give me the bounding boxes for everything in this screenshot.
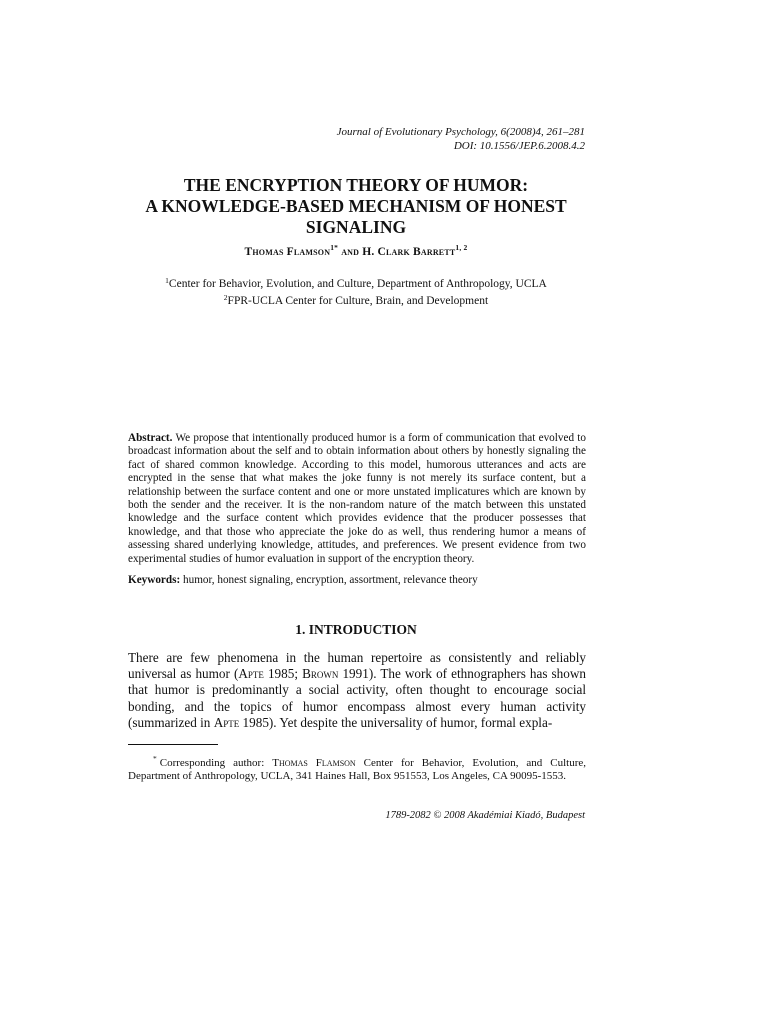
title-line-2: A KNOWLEDGE-BASED MECHANISM OF HONEST bbox=[145, 196, 567, 216]
intro-text: 1985). Yet despite the universality of humor, formal expla- bbox=[239, 714, 553, 730]
affiliation-text: FPR-UCLA Center for Culture, Brain, and Development bbox=[227, 295, 489, 307]
abstract-text: We propose that intentionally produced humor is a form of communication that evolved to broadcast information about the self and to obtain information about others by honestly signaling the fact of shared common knowledge. According to this model, humorous utterances and acts are encrypted in the sense that what makes the joke funny is not merely its surface content, but a relationship between the surface content and one or more unstated implicatures which are known by both the sender and the receiver. It is the non-random nature of the match between this unstated knowledge and the surface content which provides evidence that the producer possesses that knowledge, and that those who appreciate the joke do as well, thus rendering humor a means of assessing shared underlying knowledge, attitudes, and preferences. We present evidence from two experimental studies of humor evaluation in support of the encryption theory. bbox=[128, 432, 586, 565]
affiliation-line bbox=[128, 274, 584, 291]
citation-author: Brown bbox=[302, 666, 339, 682]
title-line-1: THE ENCRYPTION THEORY OF HUMOR: bbox=[183, 175, 529, 195]
author-conjunction: and bbox=[341, 246, 360, 258]
journal-citation: Journal of Evolutionary Psychology, 6(2008)4, 261–281 bbox=[336, 126, 585, 138]
affiliation-line bbox=[128, 291, 584, 308]
keywords bbox=[128, 573, 586, 587]
intro-text: 1985; bbox=[263, 666, 303, 682]
journal-header bbox=[337, 125, 585, 153]
affiliations bbox=[128, 274, 584, 308]
intro-paragraph bbox=[128, 650, 586, 731]
title-line-3: SIGNALING bbox=[305, 217, 407, 237]
journal-doi: DOI: 10.1556/JEP.6.2008.4.2 bbox=[453, 140, 585, 152]
author-name: Thomas Flamson bbox=[244, 246, 331, 258]
affiliation-superscript: 1 bbox=[165, 276, 169, 285]
footnote-author-name: Thomas Flamson bbox=[272, 757, 356, 769]
footnote-text: Center for Behavior, Evolution, and Culture, Department of Anthropology, UCLA, 341 Haines Hall, Box 951553, Los Angeles, CA 90095-1553. bbox=[128, 757, 587, 783]
footnote-lead: Corresponding author: bbox=[159, 757, 273, 769]
page-footer: 1789-2082 © 2008 Akadémiai Kiadó, Budapest bbox=[385, 810, 585, 821]
footnote-mark: * bbox=[153, 754, 157, 763]
author-superscript: 1* bbox=[330, 243, 339, 252]
intro-text: There are few phenomena in the human repertoire as consistently and reliably universal as humor ( bbox=[128, 650, 586, 682]
footnote bbox=[128, 752, 586, 784]
abstract bbox=[128, 432, 586, 566]
footnote-divider bbox=[128, 744, 218, 745]
citation-author: Apte bbox=[213, 714, 240, 730]
section-heading: 1. INTRODUCTION bbox=[295, 622, 417, 637]
abstract-label: Abstract. bbox=[128, 432, 173, 444]
keywords-text: humor, honest signaling, encryption, assortment, relevance theory bbox=[183, 574, 478, 586]
intro-text: 1991). The work of ethnographers has shown that humor is predominantly a social activity, often thought to encourage social bonding, and the topics of humor encompass almost every human activity (summarized in bbox=[128, 666, 586, 730]
keywords-label: Keywords: bbox=[128, 574, 181, 586]
affiliation-superscript: 2 bbox=[223, 293, 228, 302]
author-superscript: 1, 2 bbox=[455, 243, 468, 252]
author-name: H. Clark Barrett bbox=[362, 246, 456, 258]
citation-author: Apte bbox=[238, 666, 264, 682]
paper-title bbox=[128, 175, 584, 238]
author-list bbox=[128, 243, 584, 258]
affiliation-text: Center for Behavior, Evolution, and Culture, Department of Anthropology, UCLA bbox=[168, 278, 547, 290]
